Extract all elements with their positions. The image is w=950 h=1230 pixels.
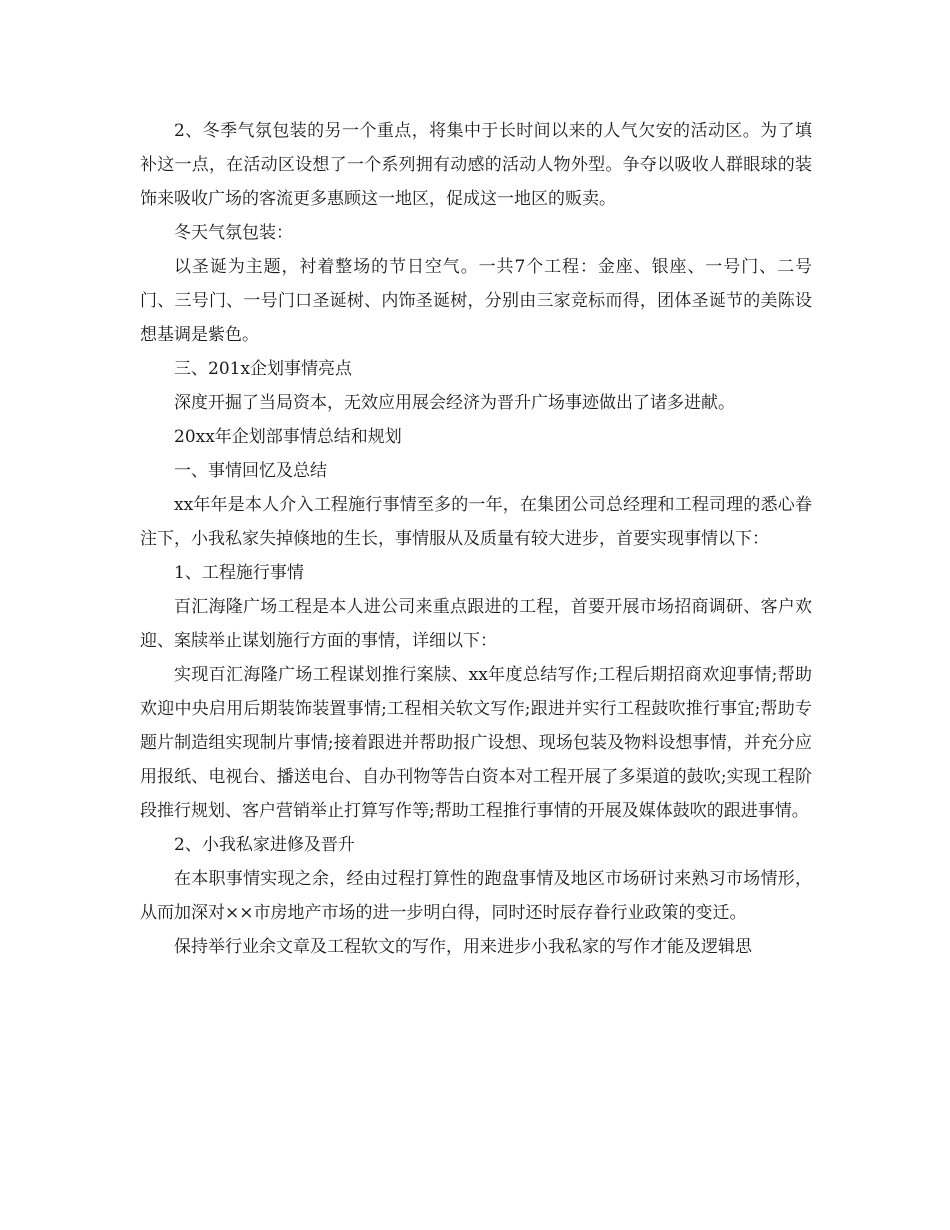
paragraph-review-intro: xx年年是本人介入工程施行事情至多的一年，在集团公司总经理和工程司理的悉心眷注下，小我私家失掉倏地的生长，事情服从及质量有较大进步，首要实现事情以下：: [140, 495, 812, 549]
subheading-personal-growth: 2、小我私家进修及晋升: [174, 835, 355, 855]
section-heading-highlights: 三、201x企划事情亮点: [174, 359, 353, 379]
subheading-project-work: 1、工程施行事情: [174, 563, 304, 583]
paragraph-market-study: 在本职事情实现之余，经由过程打算性的跑盘事情及地区市场研讨来熟习市场情形，从而加深对××市房地产市场的进一步明白得，同时还时辰存眷行业政策的变迁。: [140, 869, 812, 923]
section-heading-review: 一、事情回忆及总结: [174, 461, 327, 481]
paragraph-writing-practice: 保持举行业余文章及工程软文的写作，用来进步小我私家的写作才能及逻辑思: [174, 937, 752, 957]
paragraph-highlights: 深度开掘了当局资本，无效应用展会经济为晋升广场事迹做出了诸多进献。: [174, 393, 735, 413]
paragraph-christmas-theme: 以圣诞为主题，衬着整场的节日空气。一共7个工程：金座、银座、一号门、二号门、三号门、一号门口圣诞树、内饰圣诞树，分别由三家竞标而得，团体圣诞节的美陈设想基调是紫色。: [140, 257, 812, 345]
document-title-summary: 20xx年企划部事情总结和规划: [174, 427, 402, 447]
paragraph-project-details: 实现百汇海隆广场工程谋划推行案牍、xx年度总结写作;工程后期招商欢迎事情;帮助欢迎中央启用后期装饰装置事情;工程相关软文写作;跟进并实行工程鼓吹推行事宜;帮助专题片制造组实现制片事情;接着跟进并帮助报广设想、现场包装及物料设想事情，并充分应用报纸、电视台、播送电台、自办刊物等告白资本对工程开展了多渠道的鼓吹;实现工程阶段推行规划、客户营销举止打算写作等;帮助工程推行事情的开展及媒体鼓吹的跟进事情。: [140, 665, 812, 821]
paragraph-project-overview: 百汇海隆广场工程是本人进公司来重点跟进的工程，首要开展市场招商调研、客户欢迎、案牍举止谋划施行方面的事情，详细以下：: [140, 597, 812, 651]
paragraph-winter-focus: 2、冬季气氛包装的另一个重点，将集中于长时间以来的人气欠安的活动区。为了填补这一点，在活动区设想了一个系列拥有动感的活动人物外型。争夺以吸收人群眼球的装饰来吸收广场的客流更多惠顾这一地区，促成这一地区的贩卖。: [140, 121, 812, 209]
paragraph-winter-packaging-heading: 冬天气氛包装：: [174, 223, 293, 243]
document-body: [140, 114, 812, 964]
